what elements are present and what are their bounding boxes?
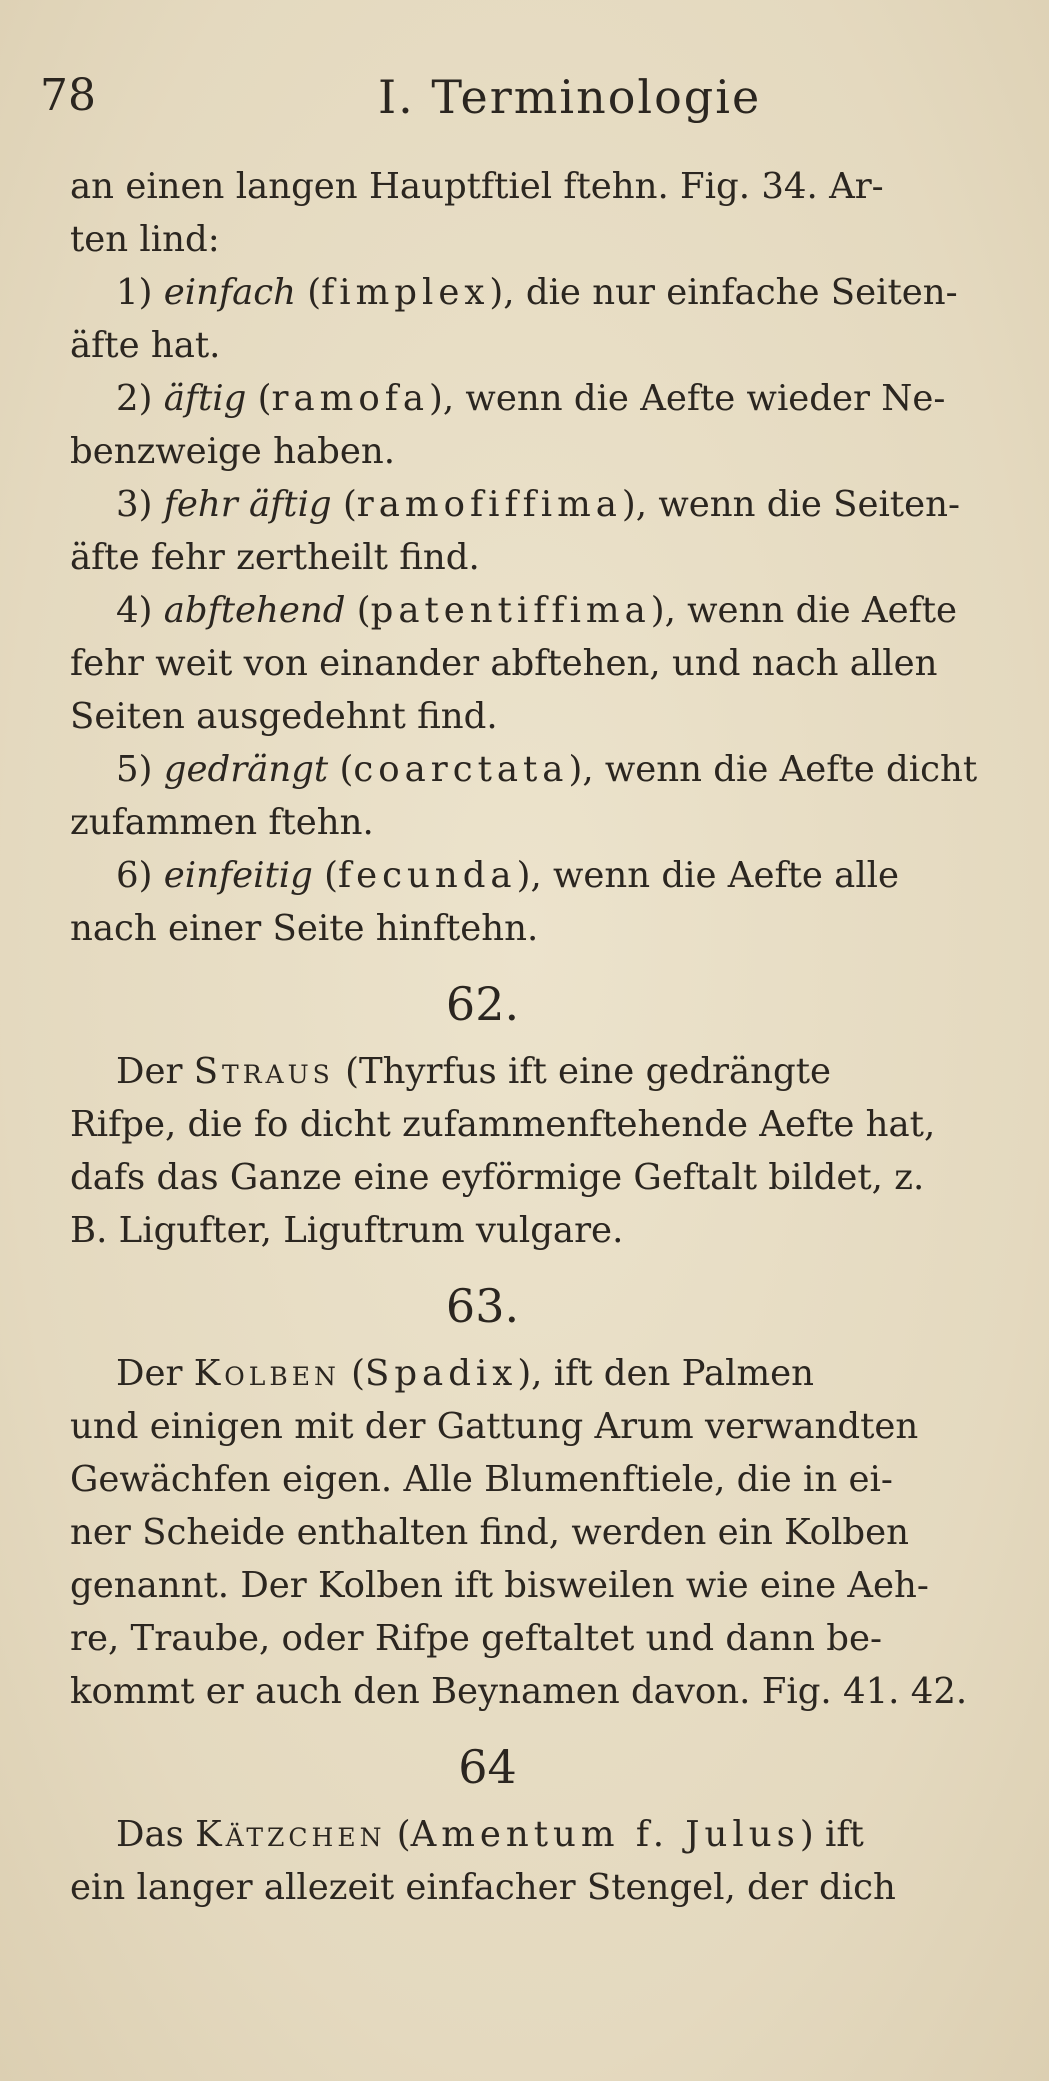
text-line: benzweige haben.: [70, 431, 395, 472]
running-head: I. Terminologie: [378, 70, 762, 124]
text-line: nach einer Seite hinftehn.: [70, 908, 539, 949]
list-item-einfach: 1) einfach (fimplex), die nur einfache Seiten-: [116, 272, 958, 313]
text-line: und einigen mit der Gattung Arum verwandten: [70, 1406, 919, 1447]
text-line: Rifpe, die fo dicht zufammenftehende Aefte hat,: [70, 1104, 936, 1145]
text-line: fehr weit von einander abftehen, und nach allen: [70, 643, 938, 684]
text-line: ten lind:: [70, 219, 220, 260]
section-62-first-line: Der Straus (Thyrfus ift eine gedrängte: [116, 1051, 832, 1092]
text-line: ner Scheide enthalten find, werden ein Kolben: [70, 1512, 909, 1553]
text-line: Gewächfen eigen. Alle Blumenftiele, die in ei-: [70, 1459, 893, 1500]
page-number: 78: [40, 70, 96, 121]
section-number-64: 64: [458, 1740, 517, 1794]
text-line: Seiten ausgedehnt find.: [70, 696, 498, 737]
text-line: äfte hat.: [70, 325, 221, 366]
list-item-abstehend: 4) abftehend (patentiffima), wenn die Aefte: [116, 590, 958, 631]
text-line: kommt er auch den Beynamen davon. Fig. 41. 42.: [70, 1671, 968, 1712]
section-63-first-line: Der Kolben (Spadix), ift den Palmen: [116, 1353, 815, 1394]
list-item-aestig: 2) äftig (ramofa), wenn die Aefte wieder Ne-: [116, 378, 946, 419]
text-line: äfte fehr zertheilt find.: [70, 537, 480, 578]
page-header: [40, 70, 1009, 130]
text-line: an einen langen Hauptftiel ftehn. Fig. 34. Ar-: [70, 166, 884, 207]
section-64-first-line: Das Kätzchen (Amentum f. Julus) ift: [116, 1814, 864, 1855]
text-line: ein langer allezeit einfacher Stengel, der dich: [70, 1867, 896, 1908]
section-number-62: 62.: [445, 977, 520, 1031]
text-line: dafs das Ganze eine eyförmige Geftalt bildet, z.: [70, 1157, 925, 1198]
page-body: [70, 160, 1045, 1914]
section-number-63: 63.: [445, 1279, 520, 1333]
text-line: genannt. Der Kolben ift bisweilen wie eine Aeh-: [70, 1565, 929, 1606]
list-item-einseitig: 6) einfeitig (fecunda), wenn die Aefte alle: [116, 855, 900, 896]
text-line: zufammen ftehn.: [70, 802, 374, 843]
list-item-gedraengt: 5) gedrängt (coarctata), wenn die Aefte dicht: [116, 749, 978, 790]
text-line: re, Traube, oder Rifpe geftaltet und dann be-: [70, 1618, 882, 1659]
list-item-sehr-aestig: 3) fehr äftig (ramofiffima), wenn die Seiten-: [116, 484, 960, 525]
text-line: B. Ligufter, Liguftrum vulgare.: [70, 1210, 624, 1251]
